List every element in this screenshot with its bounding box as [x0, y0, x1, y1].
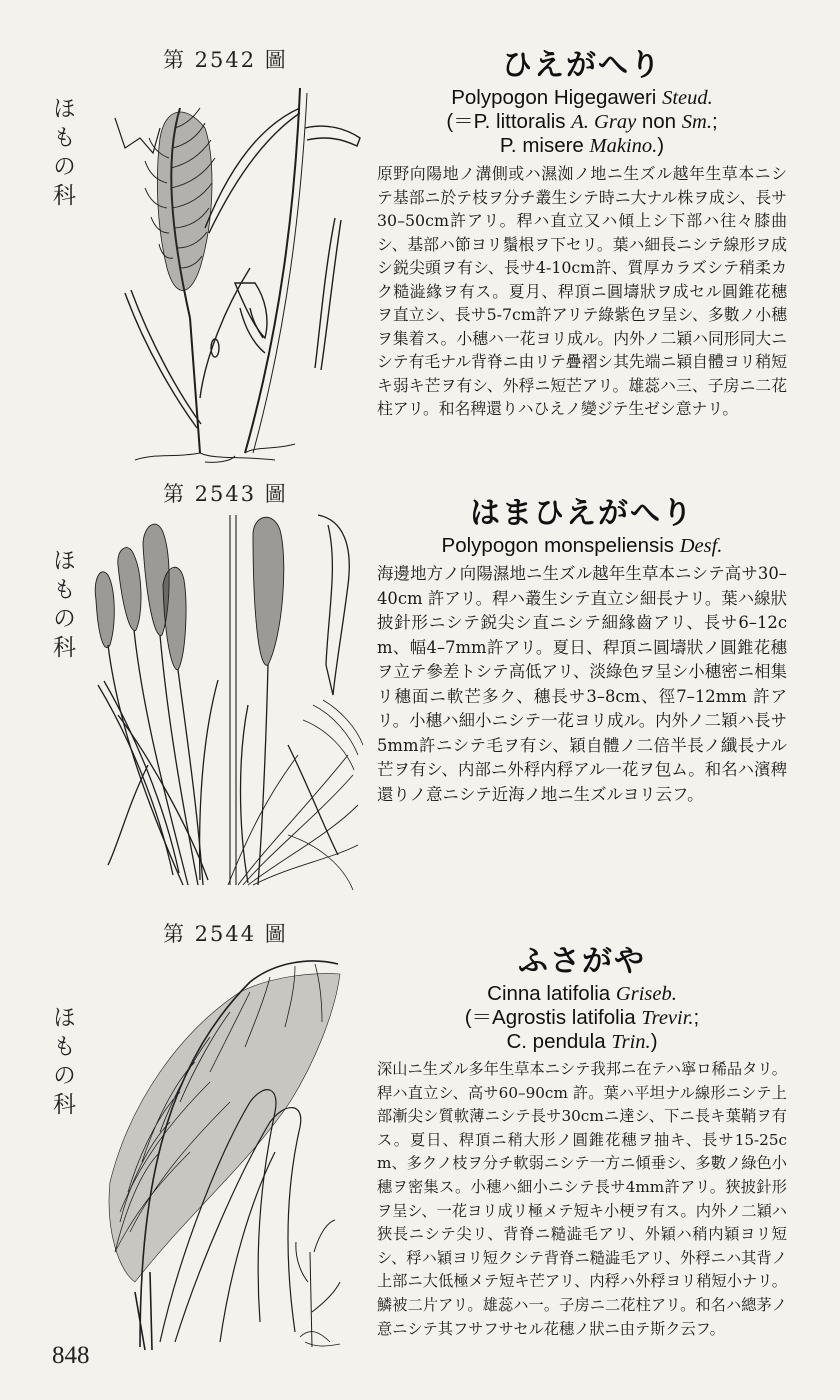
- figure-number: 第 2543 圖: [163, 482, 288, 506]
- synonym-line-2: [377, 134, 787, 158]
- synonym-end: ): [657, 134, 665, 157]
- synonym-author: Trin.: [611, 1031, 651, 1053]
- description: 原野向陽地ノ溝側或ハ濕洳ノ地ニ生ズル越年生草本ニシテ基部ニ於テ枝ヲ分チ叢生シテ時ニ大ナル株ヲ成シ、長サ30–50cm許アリ。稈ハ直立又ハ傾上シ下部ハ往々膝曲シ、基部ハ節ヨリ鬚根ヲ下セリ。葉ハ細長ニシテ線形ヲ成シ鋭尖頭ヲ有シ、長サ4-10cm許、質厚カラズシテ稍柔カク糙澁緣ヲ有ス。夏月、稈頂ニ圓壔狀ヲ成セル圓錐花穗ヲ直立シ、長サ5-7cm許アリテ綠紫色ヲ呈シ、多數ノ小穗ヲ集着ス。小穗ハ一花ヨリ成ル。内外ノ二穎ハ同形同大ニシテ有毛ナル背脊ニ由リテ疊褶シ其先端ニ穎自體ヨリ稍短キ弱キ芒ヲ有シ、外稃ニ短芒アリ。雄蕊ハ三、子房ニ二花柱アリ。和名稗還りハひえノ變ジテ生ゼシ意ナリ。: [377, 164, 787, 418]
- synonym-author-2: Sm.: [681, 111, 712, 133]
- synonym-name: C. pendula: [506, 1030, 606, 1053]
- synonym-connector: non: [641, 110, 677, 133]
- scientific-name: [377, 86, 787, 110]
- species-name: Polypogon Higegaweri: [451, 86, 657, 109]
- scientific-name: [377, 982, 787, 1006]
- species-name: Polypogon monspeliensis: [441, 534, 675, 557]
- species-author: Griseb.: [615, 983, 677, 1005]
- synonym-line-2: [377, 1030, 787, 1054]
- species-author: Desf.: [679, 535, 723, 557]
- illustration-polypogon-monspeliensis: [88, 505, 368, 900]
- synonym-name: P. misere: [499, 134, 584, 157]
- synonym-end: ): [650, 1030, 658, 1053]
- synonym-author: Trevir.: [641, 1007, 694, 1029]
- figure-number: 第 2544 圖: [163, 922, 288, 946]
- family-label: ほもの科: [49, 1005, 75, 1121]
- illustration-polypogon-higegaweri: [105, 68, 365, 463]
- species-name: Cinna latifolia: [487, 982, 611, 1005]
- synonym-end: ;: [711, 110, 718, 133]
- entry-2542: [377, 40, 787, 421]
- description: 海邊地方ノ向陽濕地ニ生ズル越年生草本ニシテ高サ30–40cm 許アリ。稈ハ叢生シテ直立シ細長ナリ。葉ハ線狀披針形ニシテ鋭尖シ直ニシテ細緣齒アリ、長サ6–12cm、幅4–7mm許アリ。夏日、稈頂ニ圓壔狀ノ圓錐花穗ヲ立テ參差トシテ高低アリ、淡綠色ヲ呈シ小穗密ニ相集リ穗面ニ軟芒多ク、穗長サ3–8cm、徑7–12mm 許アリ。小穗ハ細小ニシテ一花ヨリ成ル。内外ノ二穎ハ長サ5mm許ニシテ毛ヲ有シ、穎自體ノ二倍半長ノ纖長ナル芒ヲ有シ、内部ニ外稃内稃アル一花ヲ包ム。和名ハ濱稗還りノ意ニシテ近海ノ地ニ生ズルヨリ云フ。: [377, 564, 787, 804]
- synonym-author: A. Gray: [571, 111, 637, 133]
- synonym-prefix: (＝Agrostis latifolia: [464, 1006, 636, 1029]
- description: 深山ニ生ズル多年生草本ニシテ我邦ニ在テハ寧ロ稀品タリ。稈ハ直立シ、高サ60–90cm 許。葉ハ平坦ナル線形ニシテ上部漸尖シ質軟薄ニシテ長サ30cmニ達シ、下ニ長キ葉鞘ヲ有ス。夏日、稈頂ニ稍大形ノ圓錐花穗ヲ抽キ、長サ15-25cm、多クノ枝ヲ分チ軟弱ニシテ一方ニ傾垂シ、多數ノ綠色小穗ヲ密集ス。小穗ハ細小ニシテ長サ4mm許アリ。狹披針形ヲ呈シ、一花ヨリ成リ極メテ短キ小梗ヲ有ス。内外ノ二穎ハ狹長ニシテ尖リ、背脊ニ糙澁毛アリ、外穎ハ稍内穎ヨリ短シ、稃ハ穎ヨリ短クシテ背脊ニ糙澁毛アリ、外稃ニハ其背ノ上部ニ大低極メテ短キ芒アリ、内稃ハ外稃ヨリ稍短小ナリ。鱗被二片アリ。雄蕊ハ一。子房ニ二花柱アリ。和名ハ總茅ノ意ニシテ其フサフサセル花穗ノ狀ニ由テ斯ク云フ。: [377, 1060, 787, 1338]
- synonym-line-1: [377, 1006, 787, 1030]
- synonym-author: Makino.: [589, 135, 658, 157]
- synonym-prefix: (＝P. littoralis: [446, 110, 566, 133]
- japanese-name: ふさがや: [518, 944, 646, 979]
- family-label: ほもの科: [49, 96, 75, 212]
- page-number: 848: [52, 1342, 90, 1369]
- scientific-name: [377, 534, 787, 558]
- japanese-name: はまひえがへり: [470, 496, 694, 531]
- illustration-cinna-latifolia: [100, 952, 350, 1350]
- family-label: ほもの科: [49, 548, 75, 664]
- synonym-end: ;: [693, 1006, 700, 1029]
- japanese-name: ひえがへり: [502, 48, 662, 83]
- entry-2543: [377, 488, 787, 807]
- synonym-line-1: [377, 110, 787, 134]
- entry-2544: [377, 936, 787, 1341]
- figure-number: 第 2542 圖: [163, 48, 288, 72]
- species-author: Steud.: [662, 87, 713, 109]
